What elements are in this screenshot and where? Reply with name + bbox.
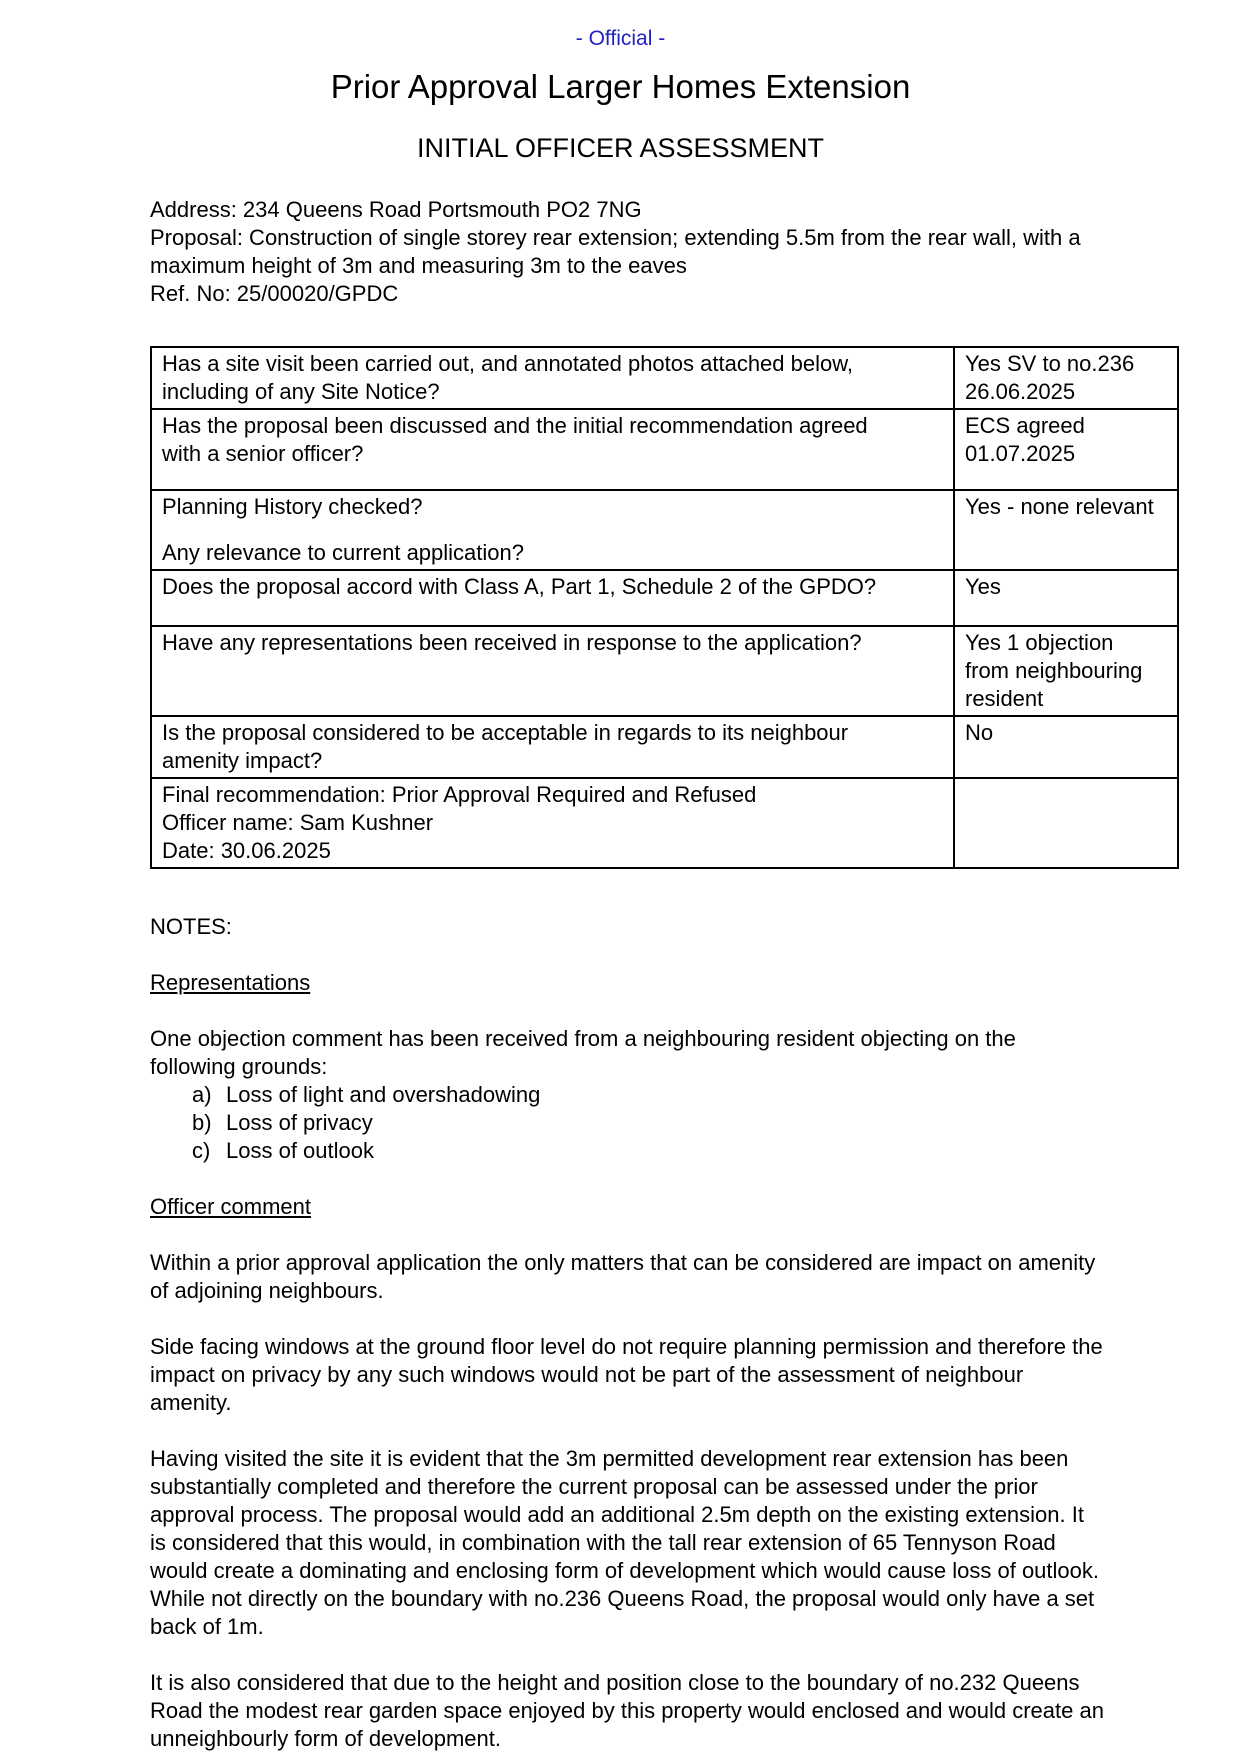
document-subtitle: INITIAL OFFICER ASSESSMENT: [416, 133, 825, 163]
table-row: [151, 626, 1178, 716]
question-cell: [151, 570, 954, 626]
notes-heading: NOTES:: [150, 914, 232, 939]
list-item-marker: c): [192, 1138, 211, 1163]
table-row: [151, 778, 1178, 868]
cell-line: with a senior officer?: [162, 441, 364, 466]
officer-comment-paragraph: Within a prior approval application the only matters that can be considered are impact on amenity of adjoining neighbours.: [150, 1250, 1096, 1303]
list-item: [150, 1137, 1105, 1165]
list-item: [150, 1109, 1105, 1137]
notes-section: [150, 913, 1105, 1753]
question-cell: [151, 626, 954, 716]
question-cell: [151, 409, 954, 490]
cell-line: Have any representations been received in response to the application?: [162, 630, 862, 655]
question-cell: [151, 347, 954, 409]
list-item-marker: a): [192, 1082, 212, 1107]
representations-heading: Representations: [150, 970, 311, 995]
reference-number-line: Ref. No: 25/00020/GPDC: [150, 281, 399, 306]
cell-line: Yes SV to no.236: [965, 351, 1135, 376]
cell-line: Has the proposal been discussed and the initial recommendation agreed: [162, 413, 868, 438]
cell-line: Planning History checked?: [162, 494, 423, 519]
table-row: [151, 716, 1178, 778]
document-title: Prior Approval Larger Homes Extension: [330, 68, 911, 105]
list-item: [150, 1081, 1105, 1109]
officer-comment-paragraph: Side facing windows at the ground floor level do not require planning permission and therefore the impact on privacy by any such windows would not be part of the assessment of neighbour amenity.: [150, 1334, 1103, 1415]
cell-line: [162, 521, 943, 539]
cell-line: resident: [965, 686, 1044, 711]
table-row: [151, 570, 1178, 626]
proposal-line: Proposal: Construction of single storey rear extension; extending 5.5m from the rear wall, with a maximum height of 3m and measuring 3m to the eaves: [150, 225, 1081, 278]
cell-line: No: [965, 720, 994, 745]
representations-intro: One objection comment has been received from a neighbouring resident objecting on the following grounds:: [150, 1026, 1016, 1079]
cell-line: Date: 30.06.2025: [162, 838, 331, 863]
table-row: [151, 347, 1178, 409]
list-item-marker: b): [192, 1110, 212, 1135]
cell-line: Does the proposal accord with Class A, Part 1, Schedule 2 of the GPDO?: [162, 574, 877, 599]
list-item-text: Loss of outlook: [226, 1138, 374, 1163]
cell-line: Any relevance to current application?: [162, 540, 524, 565]
cell-line: Is the proposal considered to be acceptable in regards to its neighbour: [162, 720, 849, 745]
answer-cell: [954, 626, 1178, 716]
answer-cell: [954, 570, 1178, 626]
assessment-table: [150, 346, 1179, 869]
answer-cell: [954, 490, 1178, 570]
officer-comment-paragraph: Having visited the site it is evident that the 3m permitted development rear extension has been substantially completed and therefore the current proposal can be assessed under the prior approval process. The proposal would add an additional 2.5m depth on the existing extension. It is considered that this would, in combination with the tall rear extension of 65 Tennyson Road would create a dominating and enclosing form of development which would cause loss of outlook. While not directly on the boundary with no.236 Queens Road, the proposal would only have a set back of 1m.: [150, 1446, 1099, 1639]
officer-comment-paragraph: It is also considered that due to the height and position close to the boundary of no.232 Queens Road the modest rear garden space enjoyed by this property would enclosed and would create an unneighbourly form of development.: [150, 1670, 1104, 1751]
cell-line: Yes - none relevant: [965, 494, 1154, 519]
list-item-text: Loss of light and overshadowing: [226, 1082, 541, 1107]
answer-cell: [954, 409, 1178, 490]
cell-line: amenity impact?: [162, 748, 323, 773]
list-item-text: Loss of privacy: [226, 1110, 373, 1135]
address-line: Address: 234 Queens Road Portsmouth PO2 7NG: [150, 197, 642, 222]
cell-line: Officer name: Sam Kushner: [162, 810, 434, 835]
cell-line: ECS agreed: [965, 413, 1085, 438]
table-row: [151, 409, 1178, 490]
application-details: [150, 196, 1105, 308]
question-cell: [151, 716, 954, 778]
cell-line: Final recommendation: Prior Approval Required and Refused: [162, 782, 757, 807]
cell-line: from neighbouring: [965, 658, 1143, 683]
table-row: [151, 490, 1178, 570]
cell-line: Yes 1 objection: [965, 630, 1114, 655]
cell-line: Has a site visit been carried out, and annotated photos attached below,: [162, 351, 854, 376]
official-classification-label: - Official -: [575, 27, 666, 50]
answer-cell: [954, 778, 1178, 868]
question-cell: [151, 490, 954, 570]
cell-line: 26.06.2025: [965, 379, 1076, 404]
answer-cell: [954, 716, 1178, 778]
cell-line: Yes: [965, 574, 1001, 599]
objection-grounds-list: [150, 1081, 1105, 1165]
question-cell: [151, 778, 954, 868]
officer-comment-heading: Officer comment: [150, 1194, 311, 1219]
answer-cell: [954, 347, 1178, 409]
cell-line: including of any Site Notice?: [162, 379, 440, 404]
cell-line: 01.07.2025: [965, 441, 1076, 466]
